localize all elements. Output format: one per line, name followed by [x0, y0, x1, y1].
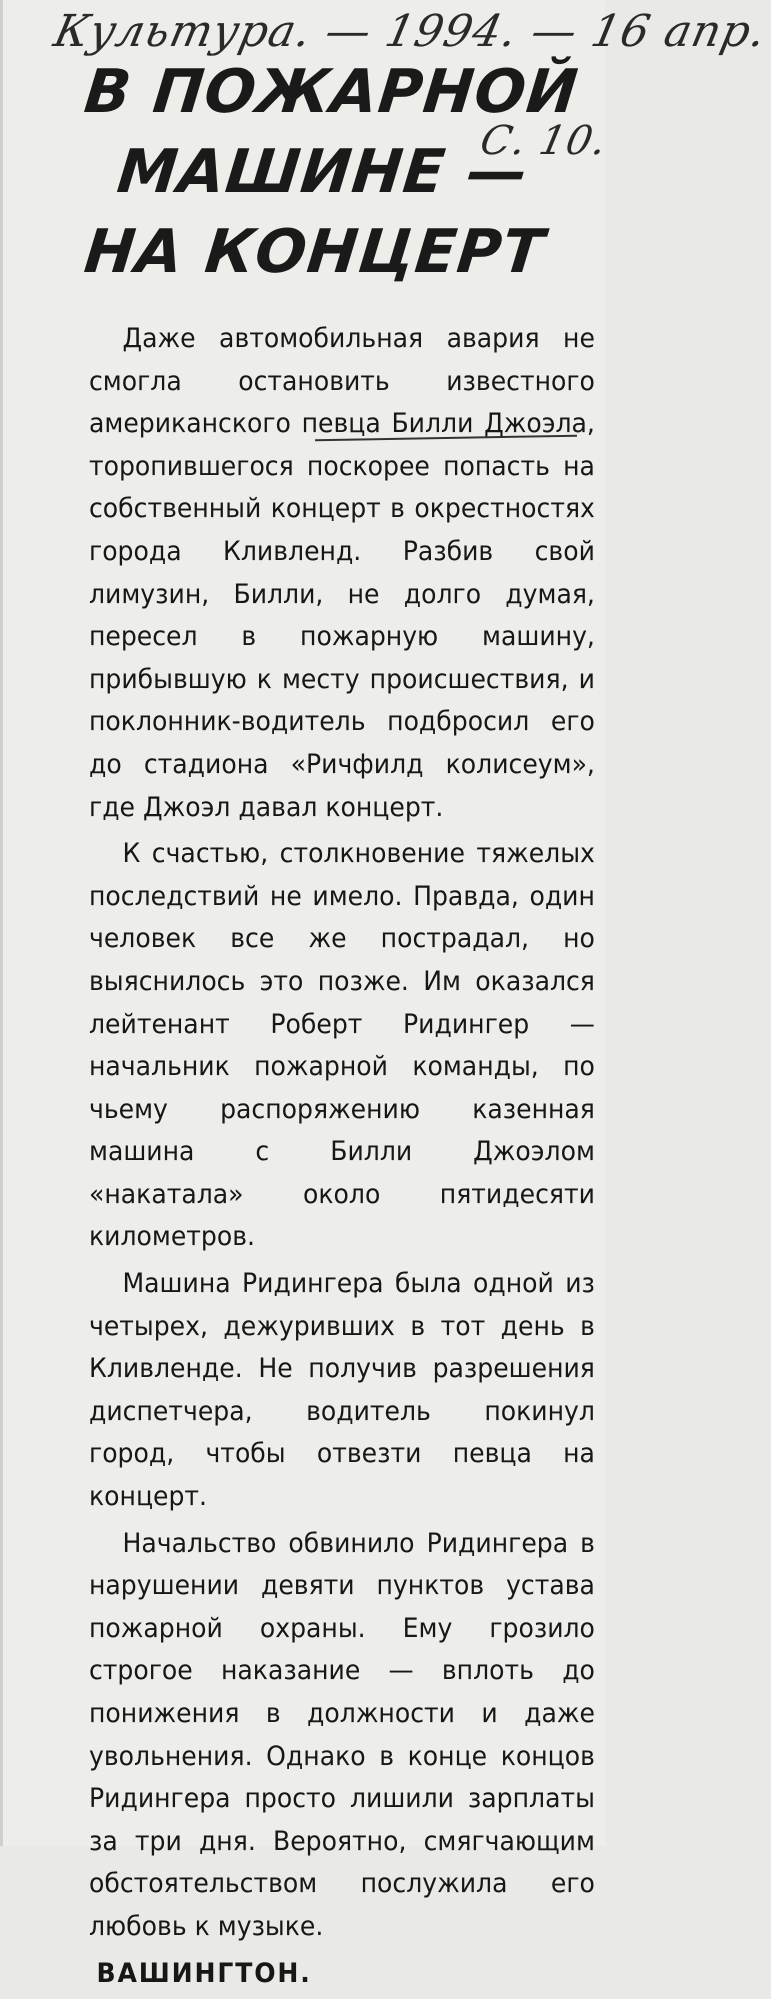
handwritten-page-note: С. 10.	[476, 118, 612, 164]
article-headline	[50, 52, 595, 292]
article-paragraph-3: Машина Ридингера была одной из четырех, дежуривших в тот день в Кливленде. Не получив разрешения диспетчера, водитель покинул город, чтобы отвезти певца на концерт.	[89, 1268, 595, 1513]
article-body	[89, 318, 595, 1999]
handwritten-source-note: Культура. — 1994. — 16 апр.	[49, 6, 771, 57]
headline-line-1: В ПОЖАРНОЙ	[81, 57, 582, 127]
article-paragraph-1: Даже автомобильная авария не смогла остановить известного американского певца Билли Джоэла, торопившегося поскорее попасть на собственный концерт в окрестностях города Кливленд. Разбив свой лимузин, Билли, не долго думая, пересел в пожарную машину, прибывшую к месту происшествия, и поклонник-водитель подбросил его до стадиона «Ричфилд колисеум», где Джоэл давал концерт.	[89, 323, 595, 823]
article-paragraph-2: К счастью, столкновение тяжелых последствий не имело. Правда, один человек все же пострадал, но выяснилось это позже. Им оказался лейтенант Роберт Ридингер — начальник пожарной команды, по чьему распоряжению казенная машина с Билли Джоэлом «накатала» около пятидесяти километров.	[89, 838, 595, 1253]
article-dateline: ВАШИНГТОН.	[96, 1957, 312, 1989]
headline-line-3: НА КОНЦЕРТ	[81, 217, 548, 287]
article-paragraph-4: Начальство обвинило Ридингера в нарушении девяти пунктов устава пожарной охраны. Ему грозило строгое наказание — вплоть до понижения в должности и даже увольнения. Однако в конце концов Ридингера просто лишили зарплаты за три дня. Вероятно, смягчающим обстоятельством послужила его любовь к музыке.	[89, 1527, 595, 1942]
headline-line-2: МАШИНЕ —	[114, 137, 532, 207]
